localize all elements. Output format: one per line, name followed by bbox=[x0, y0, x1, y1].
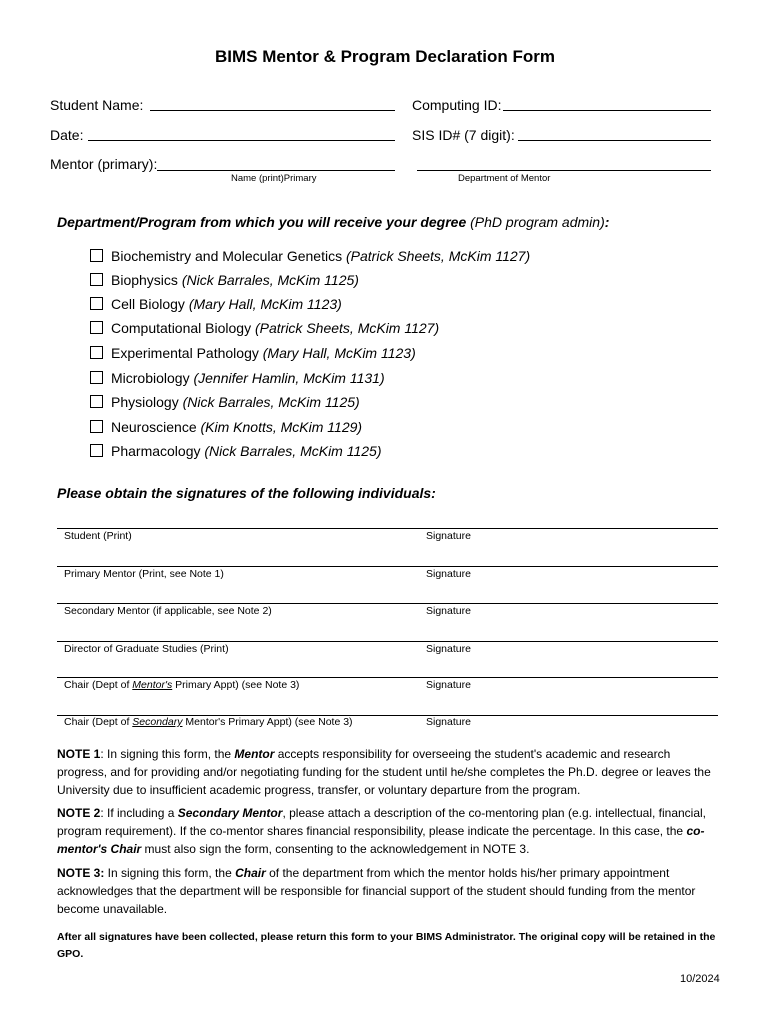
mentor-department-sublabel: Department of Mentor bbox=[458, 173, 551, 184]
signature-line[interactable] bbox=[57, 528, 718, 529]
label-emphasis: Mentor's bbox=[132, 679, 173, 691]
program-name: Computational Biology bbox=[111, 320, 252, 336]
note-2 bbox=[57, 804, 717, 858]
note-3 bbox=[57, 864, 717, 918]
note-text: In signing this form, the bbox=[104, 866, 236, 880]
program-contact: (Patrick Sheets, McKim 1127) bbox=[346, 248, 531, 264]
note-text: of the department from which the mentor holds his/her primary appointment acknowledges that the department will be responsible for financial support of the student should funding from the mentor become unavailable. bbox=[57, 866, 696, 916]
program-contact: (Mary Hall, McKim 1123) bbox=[188, 296, 342, 312]
sis-id-field[interactable] bbox=[518, 140, 711, 141]
student-name-label: Student Name: bbox=[50, 97, 144, 113]
sis-id-label: SIS ID# (7 digit): bbox=[412, 127, 515, 143]
computing-id-field[interactable] bbox=[503, 110, 711, 111]
note-text: : In signing this form, the bbox=[100, 747, 235, 761]
program-name: Pharmacology bbox=[111, 443, 201, 459]
checkbox[interactable] bbox=[90, 395, 103, 408]
signatures-heading: Please obtain the signatures of the following individuals: bbox=[57, 485, 436, 501]
signature-line[interactable] bbox=[57, 603, 718, 604]
program-name: Biophysics bbox=[111, 272, 178, 288]
checkbox[interactable] bbox=[90, 249, 103, 262]
checkbox[interactable] bbox=[90, 420, 103, 433]
checkbox[interactable] bbox=[90, 273, 103, 286]
note-label: NOTE 3: bbox=[57, 866, 105, 880]
signature-row-label: Student (Print) bbox=[64, 530, 132, 542]
signature-label: Signature bbox=[426, 605, 471, 617]
final-instruction: After all signatures have been collected, please return this form to your BIMS Administrator. The original copy will be retained in the GPO. bbox=[57, 931, 716, 960]
signature-row-label: Director of Graduate Studies (Print) bbox=[64, 643, 229, 655]
program-contact: (Kim Knotts, McKim 1129) bbox=[200, 419, 363, 435]
program-heading-note: (PhD program admin) bbox=[470, 214, 605, 230]
label-part: Chair (Dept of bbox=[64, 679, 133, 691]
program-name: Experimental Pathology bbox=[111, 345, 259, 361]
signature-row-label bbox=[64, 716, 353, 728]
signature-line[interactable] bbox=[57, 641, 718, 642]
note-text: , please attach a description of the co-mentoring plan (e.g. intellectual, financial, program requirement). If the co-mentor shares financial responsibility, please indicate the percentage. In this case, the bbox=[57, 806, 707, 838]
page-title: BIMS Mentor & Program Declaration Form bbox=[214, 47, 556, 66]
note-text: accepts responsibility for overseeing the student's academic and research progress, and for providing and/or negotiating funding for the student until he/she completes the Ph.D. degree or leaves the University due to insufficient academic progress, transfer, or voluntary departure from the program. bbox=[57, 747, 711, 797]
program-contact: (Mary Hall, McKim 1123) bbox=[262, 345, 416, 361]
checkbox[interactable] bbox=[90, 371, 103, 384]
checkbox[interactable] bbox=[90, 297, 103, 310]
note-label: NOTE 2 bbox=[57, 806, 101, 820]
computing-id-label: Computing ID: bbox=[412, 97, 502, 113]
signature-row-label bbox=[64, 679, 299, 691]
mentor-department-field[interactable] bbox=[417, 170, 711, 171]
revision-date: 10/2024 bbox=[680, 973, 720, 985]
checkbox[interactable] bbox=[90, 346, 103, 359]
label-part: Primary Appt) (see Note 3) bbox=[172, 679, 300, 691]
checkbox[interactable] bbox=[90, 321, 103, 334]
mentor-name-field[interactable] bbox=[157, 170, 395, 171]
label-part: Chair (Dept of bbox=[64, 716, 133, 728]
signature-label: Signature bbox=[426, 568, 471, 580]
signature-label: Signature bbox=[426, 716, 471, 728]
note-emphasis: co-mentor's Chair bbox=[57, 824, 705, 856]
date-label: Date: bbox=[50, 127, 84, 143]
program-name: Microbiology bbox=[111, 370, 190, 386]
program-section-heading bbox=[57, 214, 609, 230]
note-1 bbox=[57, 745, 717, 799]
date-field[interactable] bbox=[88, 140, 395, 141]
note-text: must also sign the form, consenting to the acknowledgement in NOTE 3. bbox=[141, 842, 530, 856]
note-emphasis: Secondary Mentor bbox=[177, 806, 283, 820]
signature-label: Signature bbox=[426, 643, 471, 655]
label-part: Mentor's Primary Appt) (see Note 3) bbox=[182, 716, 353, 728]
signature-line[interactable] bbox=[57, 566, 718, 567]
mentor-name-sublabel: Name (print)Primary bbox=[231, 173, 317, 184]
program-contact: (Nick Barrales, McKim 1125) bbox=[182, 394, 360, 410]
program-heading-end: : bbox=[604, 214, 610, 230]
note-emphasis: Mentor bbox=[234, 747, 275, 761]
program-heading-text: Department/Program from which you will receive your degree bbox=[57, 214, 467, 230]
signature-row-label: Secondary Mentor (if applicable, see Note 2) bbox=[64, 605, 272, 617]
program-name: Cell Biology bbox=[111, 296, 185, 312]
note-text: : If including a bbox=[100, 806, 178, 820]
label-emphasis: Secondary bbox=[132, 716, 183, 728]
signature-line[interactable] bbox=[57, 677, 718, 678]
note-emphasis: Chair bbox=[235, 866, 266, 880]
program-contact: (Jennifer Hamlin, McKim 1131) bbox=[193, 370, 385, 386]
program-contact: (Nick Barrales, McKim 1125) bbox=[204, 443, 382, 459]
signature-row-label: Primary Mentor (Print, see Note 1) bbox=[64, 568, 224, 580]
program-contact: (Patrick Sheets, McKim 1127) bbox=[254, 320, 440, 336]
program-name: Physiology bbox=[111, 394, 179, 410]
program-name: Neuroscience bbox=[111, 419, 197, 435]
mentor-label: Mentor (primary): bbox=[50, 156, 158, 172]
program-name: Biochemistry and Molecular Genetics bbox=[111, 248, 343, 264]
signature-label: Signature bbox=[426, 679, 471, 691]
checkbox[interactable] bbox=[90, 444, 103, 457]
program-contact: (Nick Barrales, McKim 1125) bbox=[181, 272, 359, 288]
student-name-field[interactable] bbox=[150, 110, 395, 111]
note-label: NOTE 1 bbox=[57, 747, 101, 761]
signature-label: Signature bbox=[426, 530, 471, 542]
